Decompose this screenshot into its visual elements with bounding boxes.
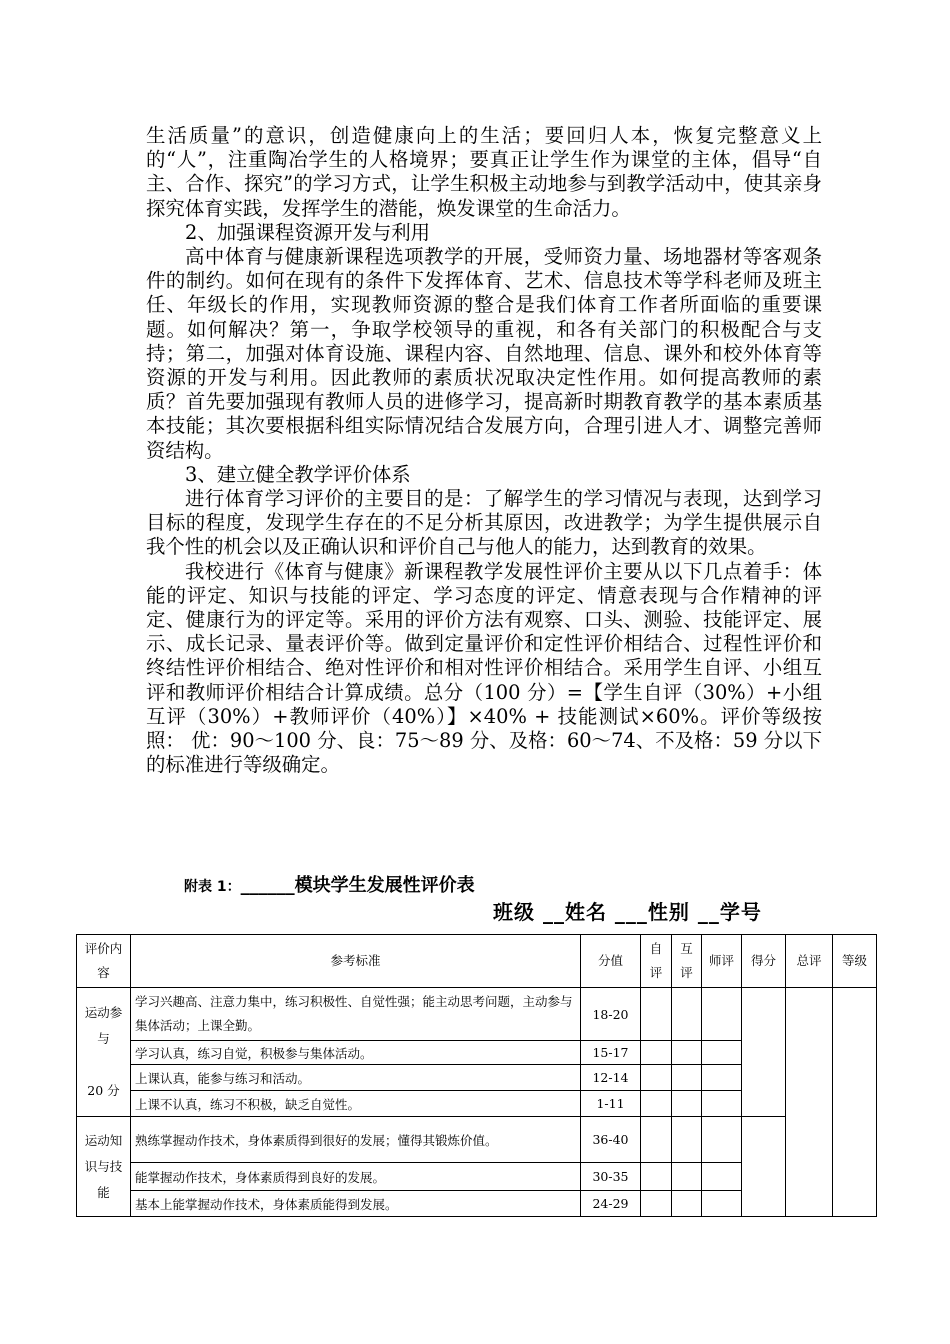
self-eval-cell[interactable]	[641, 1091, 672, 1117]
table-header-row	[77, 935, 877, 988]
paragraph-3: 进行体育学习评价的主要目的是：了解学生的学习情况与表现，达到学习目标的程度，发现学生存在的不足分析其原因，改进教学；为学生提供展示自我个性的机会以及正确认识和评价自己与他人的能力，达到教育的效果。	[146, 487, 822, 559]
paragraph-1: 生活质量”的意识，创造健康向上的生活；要回归人本，恢复完整意义上的“人”，注重陶冶学生的人格境界；要真正让学生作为课堂的主体，倡导“自主、合作、探究”的学习方式，让学生积极主动地参与到教学活动中，使其亲身探究体育实践，发挥学生的潜能，焕发课堂的生命活力。	[146, 124, 822, 220]
self-eval-cell[interactable]	[641, 1065, 672, 1091]
score-range: 24-29	[581, 1191, 641, 1217]
header-self: 自评	[641, 935, 672, 988]
peer-eval-cell[interactable]	[672, 1091, 702, 1117]
category-participation-points: 20 分	[87, 1083, 120, 1098]
self-eval-cell[interactable]	[641, 1191, 672, 1217]
peer-eval-cell[interactable]	[672, 988, 702, 1041]
criteria-cell: 基本上能掌握动作技术，身体素质能得到发展。	[131, 1191, 581, 1217]
body-text	[146, 124, 822, 777]
table-row	[77, 1117, 877, 1163]
self-eval-cell[interactable]	[641, 1163, 672, 1191]
peer-eval-cell[interactable]	[672, 1065, 702, 1091]
appendix-title	[184, 871, 475, 897]
criteria-cell: 上课不认真，练习不积极，缺乏自觉性。	[131, 1091, 581, 1117]
teacher-eval-cell[interactable]	[702, 1163, 742, 1191]
table-row	[77, 988, 877, 1041]
criteria-cell: 学习认真，练习自觉，积极参与集体活动。	[131, 1041, 581, 1065]
header-teacher: 师评	[702, 935, 742, 988]
score-range: 18-20	[581, 988, 641, 1041]
heading-resources: 2、加强课程资源开发与利用	[185, 220, 431, 244]
header-grade: 等级	[833, 935, 877, 988]
score-range: 1-11	[581, 1091, 641, 1117]
peer-eval-cell[interactable]	[672, 1041, 702, 1065]
teacher-eval-cell[interactable]	[702, 988, 742, 1041]
score-range: 15-17	[581, 1041, 641, 1065]
criteria-cell: 熟练掌握动作技术，身体素质得到很好的发展；懂得其锻炼价值。	[131, 1117, 581, 1163]
self-eval-cell[interactable]	[641, 1117, 672, 1163]
self-eval-cell[interactable]	[641, 1041, 672, 1065]
appendix-blank: ______	[240, 875, 295, 896]
peer-eval-cell[interactable]	[672, 1163, 702, 1191]
header-peer: 互评	[672, 935, 702, 988]
header-item: 评价内容	[77, 935, 131, 988]
score-got-cell[interactable]	[742, 1117, 786, 1217]
paragraph-4: 我校进行《体育与健康》新课程教学发展性评价主要从以下几点着手：体能的评定、知识与技能的评定、学习态度的评定、情意表现与合作精神的评定、健康行为的评定等。采用的评价方法有观察、口头、测验、技能评定、展示、成长记录、量表评价等。做到定量评价和定性评价相结合、过程性评价和终结性评价相结合、绝对性评价和相对性评价相结合。采用学生自评、小组互评和教师评价相结合计算成绩。总分（100 分）=【学生自评（30%）+小组互评（30%）+教师评价（40%）】×40% + 技能测试×60%。评价等级按照： 优：90～100 分、良：75～89 分、及格：60～74、不及格：59 分以下的标准进行等级确定。	[146, 559, 822, 777]
grade-cell[interactable]	[833, 988, 877, 1217]
evaluation-table	[76, 934, 877, 1217]
header-got: 得分	[742, 935, 786, 988]
category-participation	[77, 988, 131, 1117]
appendix-label: 附表 1：	[184, 879, 241, 895]
category-skills: 运动知识与技能	[77, 1117, 131, 1217]
header-total: 总评	[786, 935, 833, 988]
category-participation-label: 运动参与	[84, 1005, 123, 1046]
teacher-eval-cell[interactable]	[702, 1117, 742, 1163]
paragraph-2: 高中体育与健康新课程选项教学的开展，受师资力量、场地器材等客观条件的制约。如何在现有的条件下发挥体育、艺术、信息技术等学科老师及班主任、年级长的作用，实现教师资源的整合是我们体育工作者所面临的重要课题。如何解决？第一，争取学校领导的重视，和各有关部门的积极配合与支持；第二，加强对体育设施、课程内容、自然地理、信息、课外和校外体育等资源的开发与利用。因此教师的素质状况取决定性作用。如何提高教师的素质？首先要加强现有教师人员的进修学习，提高新时期教育教学的基本素质基本技能；其次要根据科组实际情况结合发展方向，合理引进人才、调整完善师资结构。	[146, 245, 822, 462]
teacher-eval-cell[interactable]	[702, 1041, 742, 1065]
score-got-cell[interactable]	[742, 988, 786, 1117]
student-info-fields: 班级 __姓名 ___性别 __学号	[493, 900, 762, 924]
criteria-cell: 学习兴趣高、注意力集中，练习积极性、自觉性强；能主动思考问题，主动参与集体活动；上课全勤。	[131, 988, 581, 1041]
teacher-eval-cell[interactable]	[702, 1091, 742, 1117]
total-eval-cell[interactable]	[786, 988, 833, 1217]
appendix-table-name: 模块学生发展性评价表	[294, 875, 475, 896]
peer-eval-cell[interactable]	[672, 1191, 702, 1217]
header-criteria: 参考标准	[131, 935, 581, 988]
criteria-cell: 上课认真，能参与练习和活动。	[131, 1065, 581, 1091]
self-eval-cell[interactable]	[641, 988, 672, 1041]
score-range: 36-40	[581, 1117, 641, 1163]
teacher-eval-cell[interactable]	[702, 1065, 742, 1091]
header-score: 分值	[581, 935, 641, 988]
heading-evaluation: 3、建立健全教学评价体系	[185, 462, 411, 486]
peer-eval-cell[interactable]	[672, 1117, 702, 1163]
score-range: 30-35	[581, 1163, 641, 1191]
criteria-cell: 能掌握动作技术，身体素质得到良好的发展。	[131, 1163, 581, 1191]
score-range: 12-14	[581, 1065, 641, 1091]
teacher-eval-cell[interactable]	[702, 1191, 742, 1217]
